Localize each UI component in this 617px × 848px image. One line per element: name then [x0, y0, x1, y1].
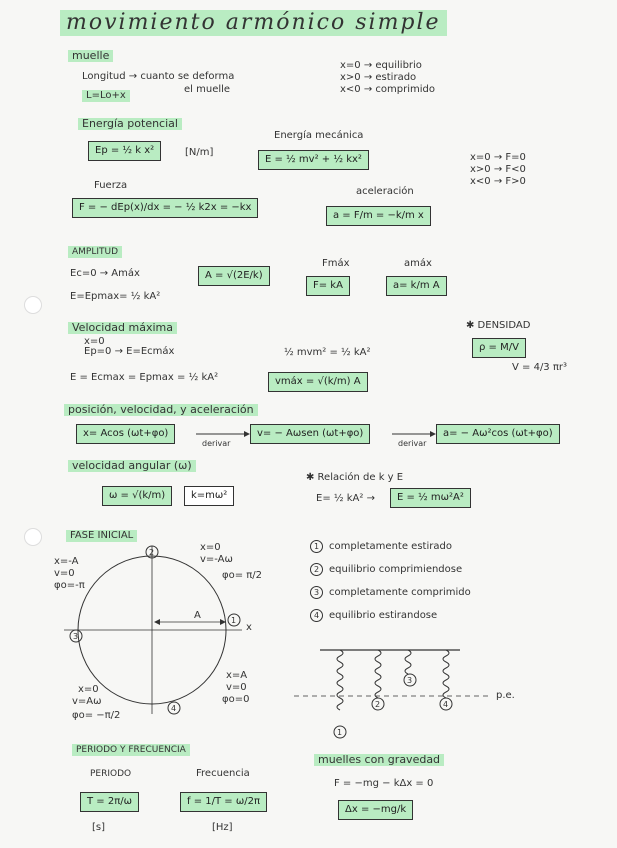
amax-formula-box: a= k/m A: [386, 276, 447, 296]
frecuencia-units: [Hz]: [212, 822, 233, 833]
velocidad-half: ½ mvm² = ½ kA²: [284, 347, 371, 358]
angular-heading: velocidad angular (ω): [68, 460, 196, 472]
velocidad-x0: x=0: [84, 336, 105, 347]
phase-p1-x: x=0: [200, 542, 221, 553]
muelle-heading: muelle: [68, 50, 113, 62]
fuerza-label: Fuerza: [94, 180, 128, 191]
ep-units: [N/m]: [185, 147, 214, 158]
densidad-label: ✱ DENSIDAD: [466, 320, 531, 331]
phase-p2-v: v=0: [54, 568, 75, 579]
derivar-2: derivar: [398, 439, 427, 448]
spring-label-3: 3: [407, 676, 413, 685]
amplitud-heading: AMPLITUD: [68, 246, 122, 258]
estado-1-text: completamente estirado: [329, 541, 452, 552]
phase-x-label: x: [246, 622, 252, 633]
muelle-case-3: x<0 → comprimido: [340, 84, 435, 95]
periodo-formula-box: T = 2π/ω: [80, 792, 139, 812]
aceleracion-formula-box: a = F/m = −k/m x: [326, 206, 431, 226]
muelle-longitud: Longitud → cuanto se deforma: [82, 71, 235, 82]
periodo-heading: PERIODO Y FRECUENCIA: [72, 744, 190, 756]
vmax-formula-box: vmáx = √(k/m) A: [268, 372, 368, 392]
phase-p3-x: x=0: [78, 684, 99, 695]
gravedad-heading: muelles con gravedad: [314, 754, 444, 766]
phase-p3-phi: φo= −π/2: [72, 710, 121, 721]
pe-label: p.e.: [496, 690, 515, 701]
gravedad-eq: F = −mg − kΔx = 0: [334, 778, 434, 789]
phase-num-1: 1: [231, 616, 237, 625]
phase-num-4: 4: [171, 704, 177, 713]
estado-3: [310, 586, 471, 599]
estado-3-text: completamente comprimido: [329, 587, 471, 598]
estado-3-number: 3: [310, 586, 323, 599]
densidad-formula-box: ρ = M/V: [472, 338, 526, 358]
relacion-label: ✱ Relación de k y E: [306, 472, 404, 483]
estado-2-text: equilibrio comprimiendose: [329, 564, 463, 575]
estado-4-text: equilibrio estirandose: [329, 610, 438, 621]
frecuencia-formula-box: f = 1/T = ω/2π: [180, 792, 267, 812]
derivar-arrowhead-1: [244, 431, 250, 437]
velocidad-eq: E = Ecmax = Epmax = ½ kA²: [70, 372, 219, 383]
energia-heading: Energía potencial: [78, 118, 182, 130]
posicion-heading: posición, velocidad, y aceleración: [64, 404, 258, 416]
force-case-2: x>0 → F<0: [470, 164, 526, 175]
amplitud-ec: Ec=0 → Amáx: [70, 268, 140, 279]
phase-num-2: 2: [149, 548, 155, 557]
phase-p2-x: x=-A: [54, 556, 79, 567]
fuerza-formula-box: F = − dEp(x)/dx = − ½ k2x = −kx: [72, 198, 258, 218]
relacion-e-box: E = ½ mω²A²: [390, 488, 471, 508]
spring-label-1: 1: [337, 728, 343, 737]
phase-p1-v: v=-Aω: [200, 554, 233, 565]
x-formula-box: x= Acos (ωt+φo): [76, 424, 175, 444]
muelle-el-muelle: el muelle: [184, 84, 231, 95]
estado-4-number: 4: [310, 609, 323, 622]
frecuencia-label: Frecuencia: [196, 768, 250, 779]
phase-p1-phi: φo= π/2: [222, 570, 263, 581]
spring-1: [337, 650, 343, 710]
densidad-volume: V = 4/3 πr³: [512, 362, 567, 373]
phase-a-label: A: [194, 610, 201, 621]
em-formula-box: E = ½ mv² + ½ kx²: [258, 150, 369, 170]
ep-formula-box: Ep = ½ k x²: [88, 141, 161, 161]
w-formula-box: ω = √(k/m): [102, 486, 172, 506]
estado-4: [310, 609, 437, 622]
estado-1: [310, 540, 452, 553]
muelle-formula: L=Lo+x: [82, 90, 130, 102]
estado-1-number: 1: [310, 540, 323, 553]
spring-4: [443, 650, 449, 698]
mecanica-heading: Energía mecánica: [274, 130, 364, 141]
muelle-case-1: x=0 → equilibrio: [340, 60, 422, 71]
fmax-label: Fmáx: [322, 258, 350, 269]
amax-label: amáx: [404, 258, 432, 269]
amplitud-e-eq: E=Epmax= ½ kA²: [70, 291, 161, 302]
force-case-1: x=0 → F=0: [470, 152, 526, 163]
muelle-case-2: x>0 → estirado: [340, 72, 417, 83]
gravedad-dx-box: Δx = −mg/k: [338, 800, 413, 820]
estado-2: [310, 563, 462, 576]
k-formula-box: k=mω²: [184, 486, 234, 506]
phase-p4-phi: φo=0: [222, 694, 250, 705]
fmax-formula-box: F= kA: [306, 276, 350, 296]
aceleracion-label: aceleración: [356, 186, 414, 197]
spring-label-2: 2: [375, 700, 381, 709]
page-title: movimiento armónico simple: [60, 10, 447, 36]
phase-p4-x: x=A: [226, 670, 248, 681]
spring-2: [375, 650, 381, 698]
amplitud-formula-box: A = √(2E/k): [198, 266, 270, 286]
estado-2-number: 2: [310, 563, 323, 576]
springs-diagram: [290, 644, 520, 744]
phase-p4-v: v=0: [226, 682, 247, 693]
velocidad-ep0: Ep=0 → E=Ecmáx: [84, 346, 175, 357]
phase-p2-phi: φo=-π: [54, 580, 85, 591]
force-case-3: x<0 → F>0: [470, 176, 526, 187]
v-formula-box: v= − Aωsen (ωt+φo): [250, 424, 370, 444]
relacion-e: E= ½ kA² →: [316, 493, 375, 504]
fase-heading: FASE INICIAL: [66, 530, 137, 542]
a-formula-box: a= − Aω²cos (ωt+φo): [436, 424, 560, 444]
phase-amplitude-head-l: [154, 619, 160, 625]
phase-num-3: 3: [73, 632, 79, 641]
derivar-arrowhead-2: [430, 431, 436, 437]
phase-p3-v: v=Aω: [72, 696, 102, 707]
spring-3: [405, 650, 411, 674]
velocidad-heading: Velocidad máxima: [68, 322, 177, 334]
spring-label-4: 4: [443, 700, 449, 709]
periodo-units: [s]: [92, 822, 106, 833]
derivar-1: derivar: [202, 439, 231, 448]
periodo-label: PERIODO: [90, 769, 132, 779]
